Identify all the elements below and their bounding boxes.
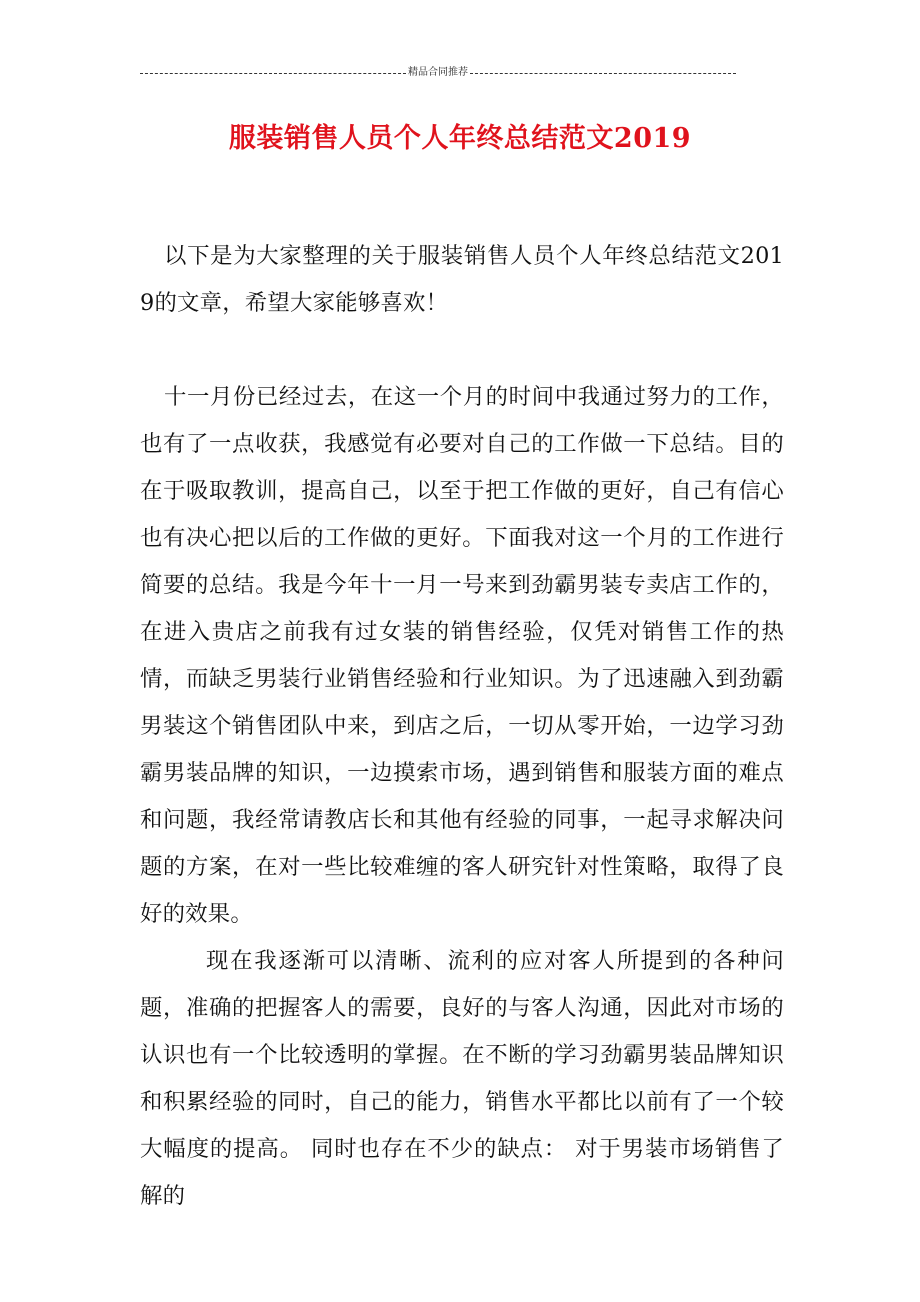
body-paragraph-1: 十一月份已经过去，在这一个月的时间中我通过努力的工作，也有了一点收获，我感觉有必要对自己的工作做一下总结。目的在于吸取教训，提高自己，以至于把工作做的更好，自己有信心也有决心把以后的工作做的更好。下面我对这一个月的工作进行简要的总结。我是今年十一月一号来到劲霸男装专卖店工作的，在进入贵店之前我有过女装的销售经验，仅凭对销售工作的热情，而缺乏男装行业销售经验和行业知识。为了迅速融入到劲霸男装这个销售团队中来，到店之后，一切从零开始，一边学习劲霸男装品牌的知识，一边摸索市场，遇到销售和服装方面的难点和问题，我经常请教店长和其他有经验的同事，一起寻求解决问题的方案，在对一些比较难缠的客人研究针对性策略，取得了良好的效果。: [140, 384, 784, 927]
document-body: [140, 233, 784, 1220]
header-rule: [140, 66, 736, 80]
intro-paragraph: 以下是为大家整理的关于服装销售人员个人年终总结范文2019的文章，希望大家能够喜欢！: [140, 243, 784, 316]
body-paragraph-2: 现在我逐渐可以清晰、流利的应对客人所提到的各种问题，准确的把握客人的需要，良好的与客人沟通，因此对市场的认识也有一个比较透明的掌握。在不断的学习劲霸男装品牌知识和积累经验的同时，自己的能力，销售水平都比以前有了一个较大幅度的提高。 同时也存在不少的缺点： 对于男装市场销售了解的: [140, 948, 784, 1209]
paragraph-gap: [140, 327, 784, 374]
header-dash-left: [140, 73, 406, 74]
header-label: 精品合同推荐: [408, 67, 468, 78]
document-title: 服装销售人员个人年终总结范文2019: [228, 123, 692, 154]
header-dash-right: [470, 73, 736, 74]
